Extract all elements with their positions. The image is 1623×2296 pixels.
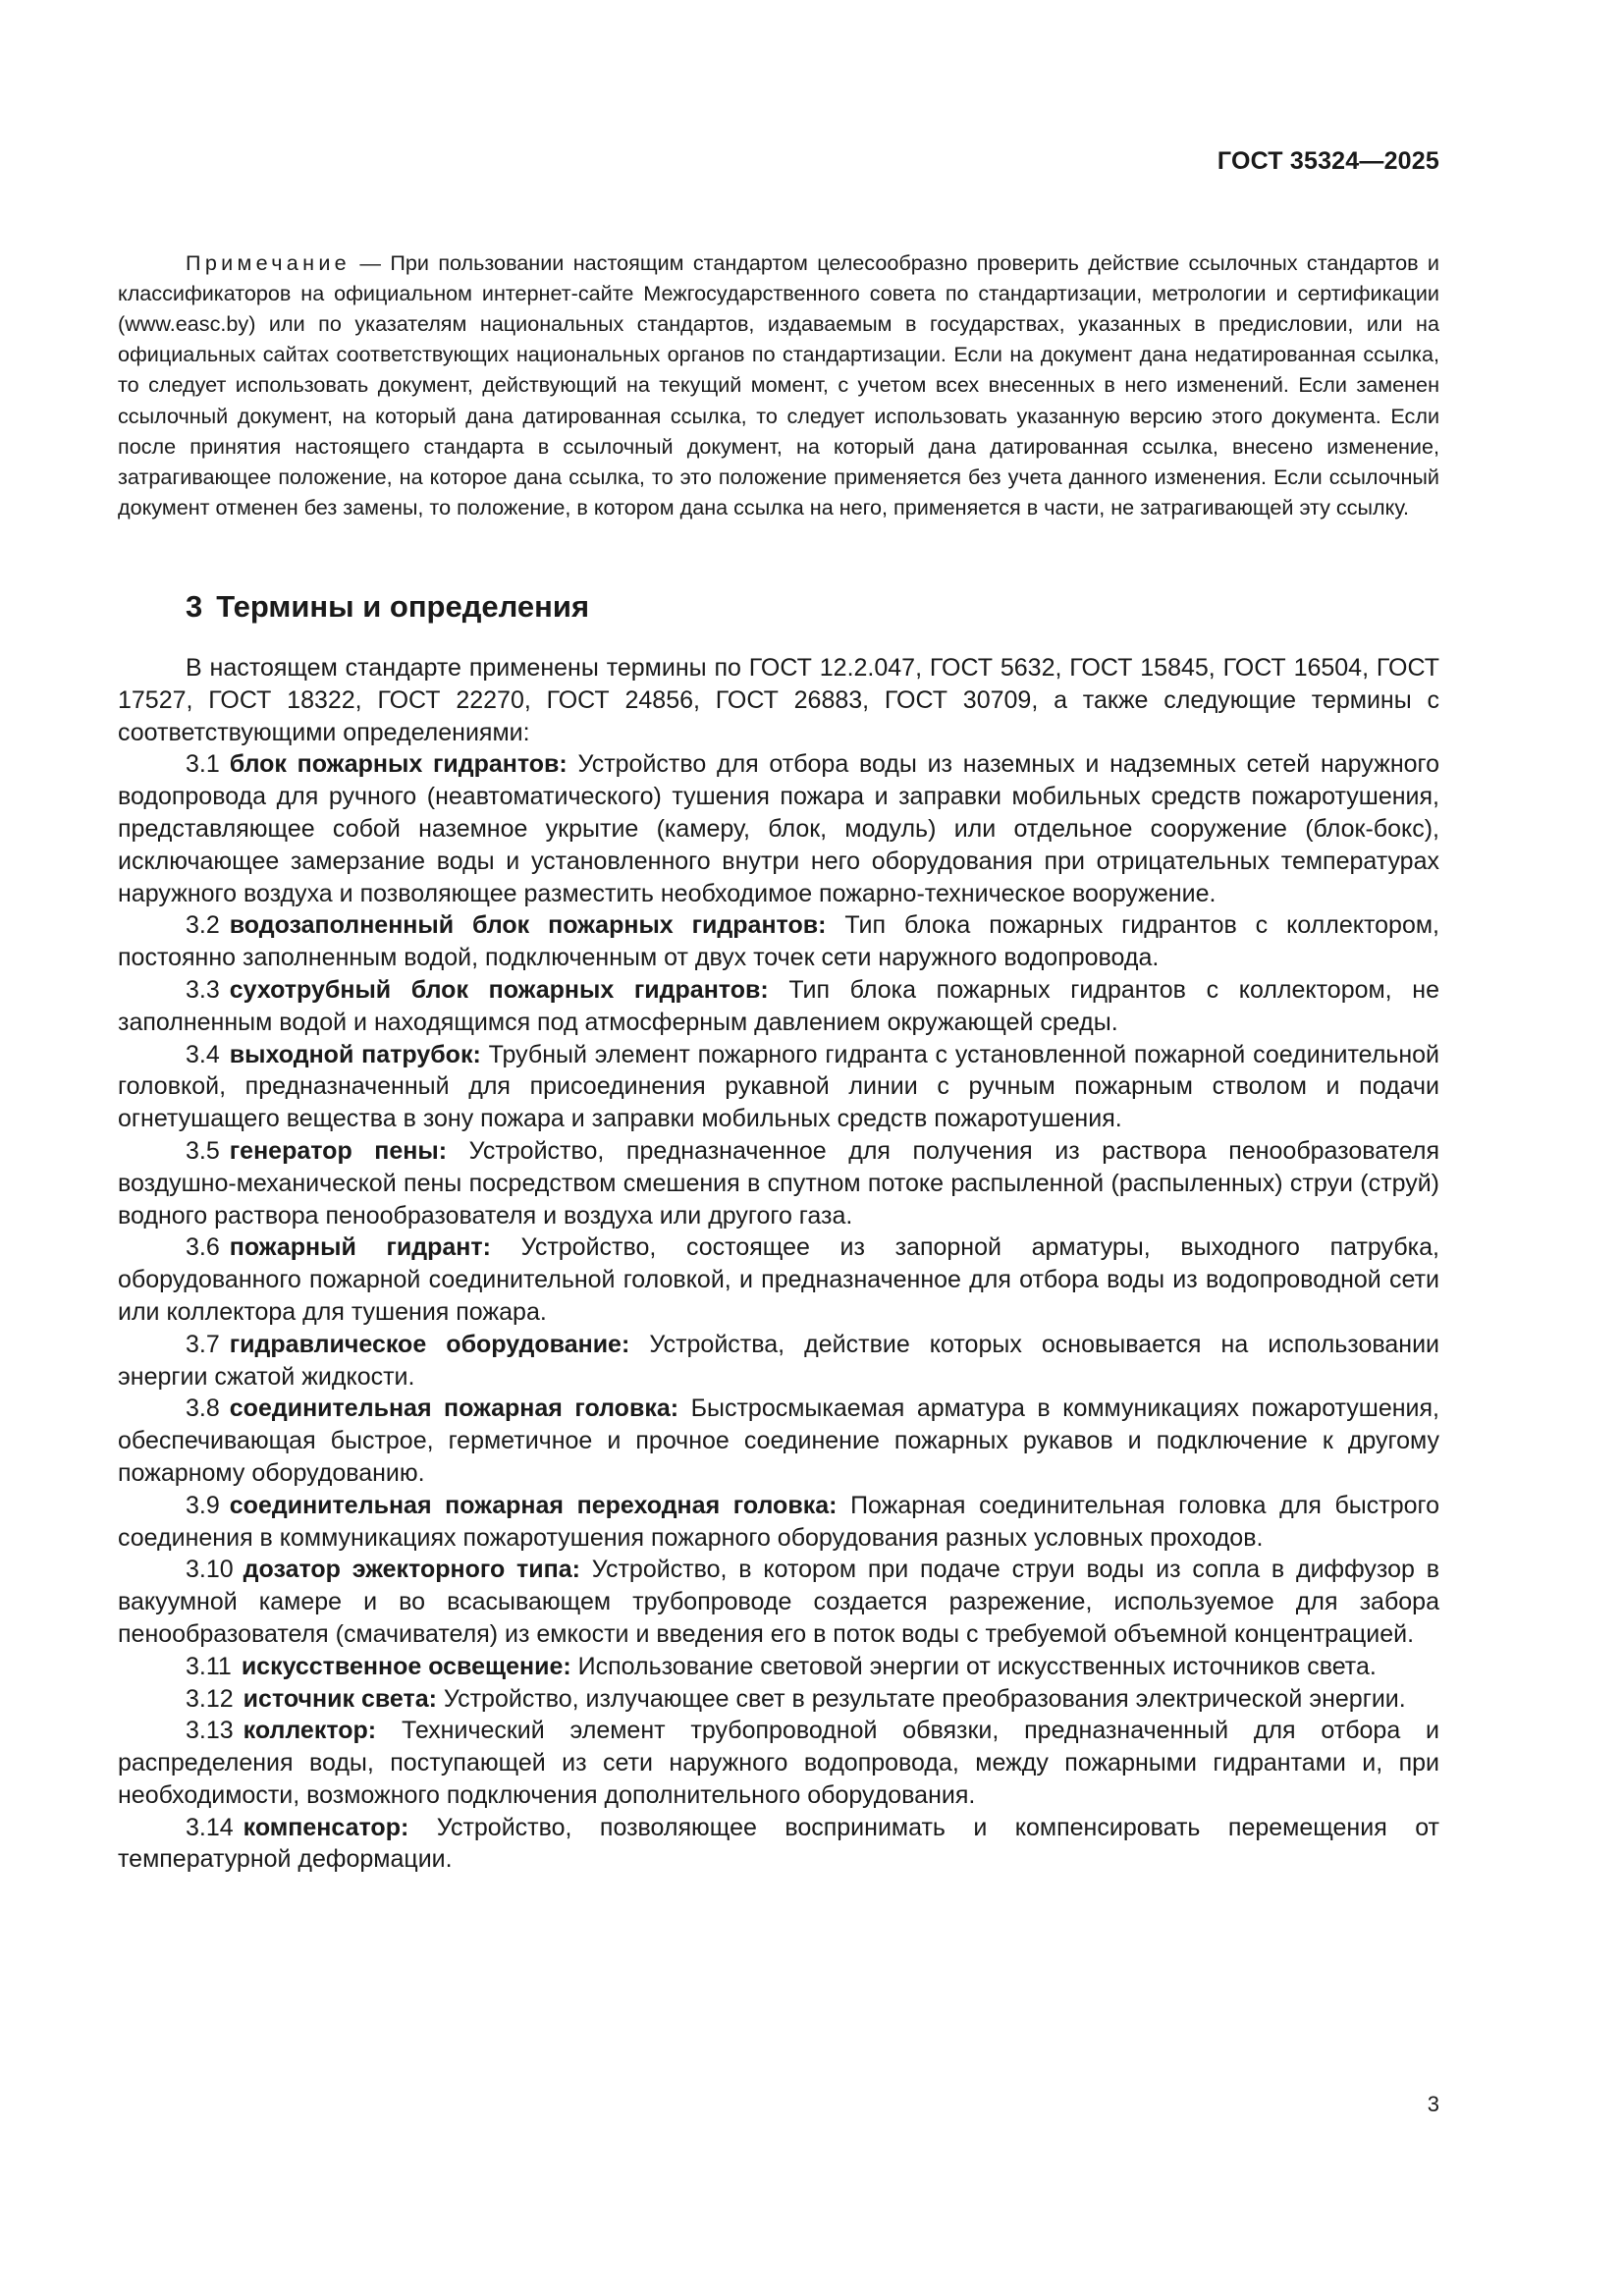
- term-entry: [118, 1490, 1439, 1555]
- term-definition: Устройство, в котором при подаче струи воды из сопла в диффузор в вакуумной камере и во всасывающем трубопроводе создается разрежение, используемое для забора пенообразователя (смачивателя) из емкости и введения его в поток воды с требуемой объемной концентрацией.: [118, 1556, 1439, 1648]
- term-number: 3.10: [186, 1556, 234, 1584]
- term-number: 3.2: [186, 911, 220, 940]
- term-definition: Устройство, состоящее из запорной арматуры, выходного патрубка, оборудованного пожарной соединительной головкой, и предназначенное для отбора воды из водопроводной сети или коллектора для тушения пожара.: [118, 1233, 1439, 1326]
- term-entry: [118, 1231, 1439, 1328]
- term-entry: [118, 1715, 1439, 1811]
- section-intro: В настоящем стандарте применены термины по ГОСТ 12.2.047, ГОСТ 5632, ГОСТ 15845, ГОСТ 16504, ГОСТ 17527, ГОСТ 18322, ГОСТ 22270, ГОСТ 24856, ГОСТ 26883, ГОСТ 30709, а также следующие термины с соответствующими определениями:: [118, 654, 1439, 746]
- term-entry: [118, 1135, 1439, 1231]
- term-name: пожарный гидрант:: [229, 1233, 491, 1262]
- term-definition: Быстросмыкаемая арматура в коммуникациях пожаротушения, обеспечивающая быстрое, герметичное и прочное соединение пожарных рукавов и подключение к другому пожарному оборудованию.: [118, 1394, 1439, 1487]
- note-text: — При пользовании настоящим стандартом целесообразно проверить действие ссылочных стандартов и классификаторов на официальном интернет-сайте Межгосударственного совета по стандартизации, метрологии и сертификации (www.easc.by) или по указателям национальных стандартов, издаваемым в государствах, указанных в предисловии, или на официальных сайтах соответствующих национальных органов по стандартизации. Если на документ дана недатированная ссылка, то следует использовать документ, действующий на текущий момент, с учетом всех внесенных в него изменений. Если заменен ссылочный документ, на который дана датированная ссылка, то следует использовать указанную версию этого документа. Если после принятия настоящего стандарта в ссылочный документ, на который дана датированная ссылка, внесено изменение, затрагивающее положение, на которое дана ссылка, то это положение применяется без учета данного изменения. Если ссылочный документ отменен без замены, то положение, в котором дана ссылка на него, применяется в части, не затрагивающей эту ссылку.: [118, 249, 1439, 520]
- term-number: 3.12: [186, 1684, 234, 1713]
- note-label: Примечание: [186, 249, 351, 275]
- term-name: соединительная пожарная переходная головка:: [229, 1491, 838, 1519]
- term-number: 3.8: [186, 1394, 220, 1423]
- term-entry: [118, 1554, 1439, 1650]
- term-name: выходной патрубок:: [229, 1040, 481, 1068]
- term-entry: [118, 1393, 1439, 1489]
- term-definition: Тип блока пожарных гидрантов с коллектором, постоянно заполненным водой, подключенным от двух точек сети наружного водопровода.: [118, 911, 1439, 972]
- term-entry: [118, 1651, 1439, 1683]
- term-number: 3.9: [186, 1491, 220, 1519]
- section-title: Термины и определения: [216, 589, 590, 624]
- term-entry: [118, 1683, 1439, 1716]
- document-page: [118, 0, 1439, 2296]
- term-number: 3.13: [186, 1717, 234, 1745]
- term-name: коллектор:: [243, 1717, 377, 1745]
- terms-list: [118, 748, 1439, 1876]
- term-entry: [118, 748, 1439, 909]
- term-definition: Тип блока пожарных гидрантов с коллектором, не заполненным водой и находящимся под атмосферным давлением окружающей среды.: [118, 975, 1439, 1036]
- term-definition: Устройство, предназначенное для получения из раствора пенообразователя воздушно-механической пены посредством смешения в спутном потоке распыленной (распыленных) струи (струй) водного раствора пенообразователя и воздуха или другого газа.: [118, 1136, 1439, 1230]
- page-number: 3: [1427, 2092, 1439, 2116]
- term-entry: [118, 1039, 1439, 1135]
- term-entry: [118, 1812, 1439, 1877]
- term-entry: [118, 1329, 1439, 1394]
- term-number: 3.14: [186, 1813, 234, 1841]
- term-entry: [118, 974, 1439, 1039]
- term-number: 3.5: [186, 1136, 220, 1165]
- term-number: 3.6: [186, 1233, 220, 1262]
- term-name: водозаполненный блок пожарных гидрантов:: [229, 911, 827, 940]
- term-definition: Пожарная соединительная головка для быстрого соединения в коммуникациях пожаротушения пожарного оборудования разных условных проходов.: [118, 1491, 1439, 1552]
- term-number: 3.7: [186, 1330, 220, 1358]
- term-name: компенсатор:: [243, 1813, 409, 1841]
- term-definition: Устройства, действие которых основывается на использовании энергии сжатой жидкости.: [118, 1330, 1439, 1391]
- term-name: сухотрубный блок пожарных гидрантов:: [229, 975, 769, 1004]
- document-code: ГОСТ 35324—2025: [1217, 147, 1439, 175]
- term-definition: Технический элемент трубопроводной обвязки, предназначенный для отбора и распределения воды, поступающей из сети наружного водопровода, между пожарными гидрантами и, при необходимости, возможного подключения дополнительного оборудования.: [118, 1717, 1439, 1809]
- term-entry: [118, 909, 1439, 974]
- term-number: 3.11: [186, 1652, 232, 1680]
- reference-note: [118, 247, 1439, 523]
- term-definition: Трубный элемент пожарного гидранта с установленной пожарной соединительной головкой, предназначенный для присоединения рукавной линии с ручным пожарным стволом и подачи огнетушащего вещества в зону пожара и заправки мобильных средств пожаротушения.: [118, 1040, 1439, 1133]
- term-definition: Устройство, излучающее свет в результате преобразования электрической энергии.: [436, 1684, 1406, 1713]
- section-heading: [186, 589, 589, 625]
- term-name: соединительная пожарная головка:: [229, 1394, 679, 1423]
- term-number: 3.3: [186, 975, 220, 1004]
- term-name: генератор пены:: [229, 1136, 448, 1165]
- term-name: блок пожарных гидрантов:: [229, 750, 568, 779]
- term-definition: Использование световой энергии от искусственных источников света.: [570, 1652, 1377, 1680]
- term-number: 3.1: [186, 750, 220, 779]
- section-number: 3: [186, 589, 203, 624]
- term-name: гидравлическое оборудование:: [229, 1330, 630, 1358]
- term-name: искусственное освещение:: [241, 1652, 571, 1680]
- term-definition: Устройство, позволяющее воспринимать и компенсировать перемещения от температурной деформации.: [118, 1813, 1439, 1874]
- section-body: [118, 652, 1439, 1876]
- term-number: 3.4: [186, 1040, 220, 1068]
- term-name: источник света:: [243, 1684, 437, 1713]
- term-definition: Устройство для отбора воды из наземных и надземных сетей наружного водопровода для ручного (неавтоматического) тушения пожара и заправки мобильных средств пожаротушения, представляющее собой наземное укрытие (камеру, блок, модуль) или отдельное сооружение (блок-бокс), исключающее замерзание воды и установленного внутри него оборудования при отрицательных температурах наружного воздуха и позволяющее разместить необходимое пожарно-техническое вооружение.: [118, 750, 1439, 907]
- term-name: дозатор эжекторного типа:: [243, 1556, 580, 1584]
